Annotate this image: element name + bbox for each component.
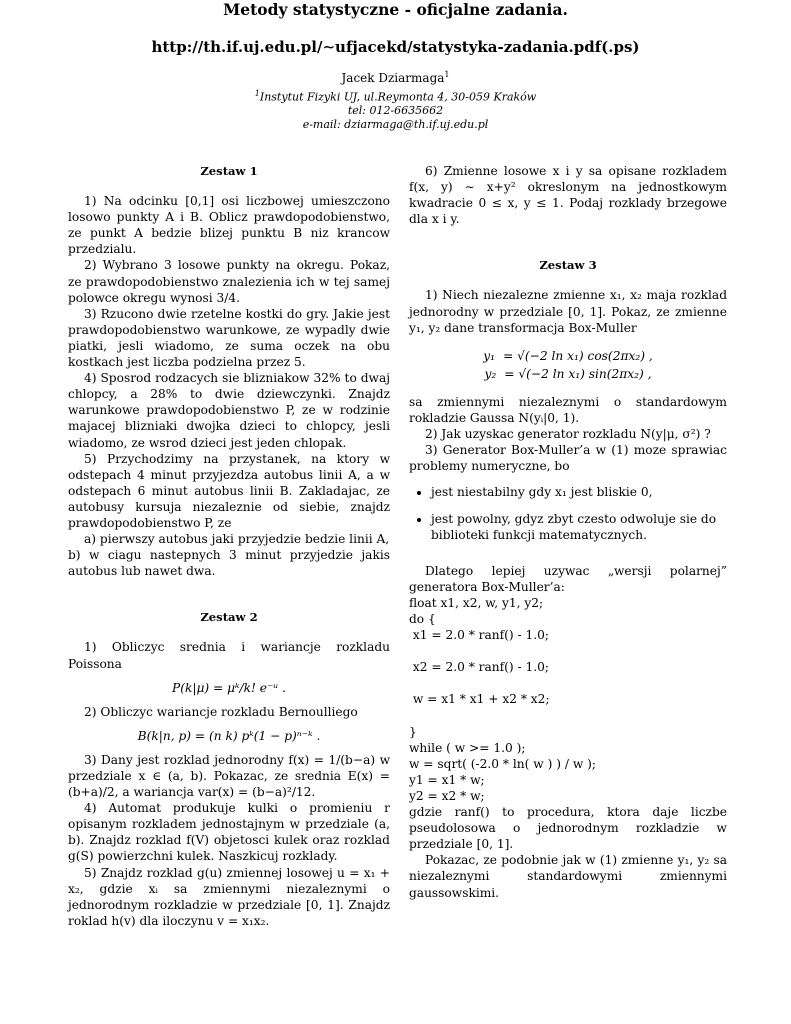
document-title: Metody statystyczne - oficjalne zadania.: [223, 0, 568, 19]
z1-problem-4: 4) Sposrod rodzacych sie blizniakow 32% to dwaj chlopcy, a 28% to dwie dziewczynki. Znajdz warunkowe prawdopodobienstwo P, ze w rodzinie majacej blizniaki dwojka dzieci to chlopcy, jesli wiadomo, ze wsrod dzieci jest jeden chlopak.: [68, 371, 390, 450]
z3-problem-2: 2) Jak uzyskac generator rozkladu N(y|μ, σ²) ?: [425, 427, 711, 442]
zestaw1-heading: Zestaw 1: [200, 164, 258, 178]
affiliation: [0, 89, 791, 104]
z1-problem-1: 1) Na odcinku [0,1] osi liczbowej umieszczono losowo punkty A i B. Oblicz prawdopodobienstwo, ze punkt A bedzie blizej punktu B niz krancow przedzialu.: [68, 194, 390, 257]
z3-problem-3: 3) Generator Box-Muller’a w (1) moze sprawiac problemy numeryczne, bo: [409, 443, 727, 474]
y1-rhs: = √(−2 ln x₁) cos(2πx₂) ,: [503, 348, 653, 363]
y2-lhs: y₂: [484, 366, 497, 381]
bullet-unstable: • jest niestabilny gdy x₁ jest bliskie 0,: [431, 484, 727, 500]
telephone: tel: 012-6635662: [347, 104, 444, 117]
email: e-mail: dziarmaga@th.if.uj.edu.pl: [302, 118, 489, 131]
z1-problem-3: 3) Rzucono dwie rzetelne kostki do gry. Jakie jest prawdopodobienstwo warunkowe, ze wypadly dwie piatki, jesli wiadomo, ze suma oczek na obu kostkach jest liczba podzielna przez 5.: [68, 306, 390, 370]
y2-rhs: = √(−2 ln x₁) sin(2πx₂) ,: [504, 366, 652, 381]
z3-problem-final: Pokazac, ze podobnie jak w (1) zmienne y₁, y₂ sa niezaleznymi standardowymi zmiennymi gaussowskimi.: [409, 853, 727, 900]
z2-problem-4: 4) Automat produkuje kulki o promieniu r opisanym rozkladem jednostajnym w przedziale (a, b). Znajdz rozklad f(V) objetosci kulek oraz rozklad g(S) powierzchni kulek. Naszkicuj rozklady.: [68, 801, 390, 864]
zestaw2-heading: Zestaw 2: [200, 610, 258, 625]
bernoulli-equation: B(k|n, p) = (n k) pᵏ(1 − p)ⁿ⁻ᵏ .: [137, 728, 321, 743]
z1-problem-2: 2) Wybrano 3 losowe punkty na okregu. Pokaz, ze prawdopodobienstwo znalezienia ich w tej samej polowce okregu wynosi 3/4.: [68, 258, 390, 305]
z1-problem-5b: b) w ciagu nastepnych 3 minut przyjedzie jakis autobus lub nawet dwa.: [68, 548, 390, 579]
author: [0, 70, 791, 85]
z1-problem-5a: a) pierwszy autobus jaki przyjedzie bedzie linii A,: [84, 532, 390, 547]
document-url: http://th.if.uj.edu.pl/∼ufjacekd/statystyka-zadania.pdf(.ps): [151, 38, 640, 56]
z2-problem-5: 5) Znajdz rozklad g(u) zmiennej losowej u = x₁ + x₂, gdzie xᵢ sa zmiennymi niezaleznymi o jednorodnym rozkladzie w przedziale [0, 1]. Znajdz roklad h(v) dla iloczynu v = x₁x₂.: [68, 865, 390, 928]
z3-polar-intro: Dlatego lepiej uzywac „wersji polarnej” generatora Box-Muller’a:: [409, 563, 727, 594]
z2-problem-2: 2) Obliczyc wariancje rozkladu Bernoulliego: [84, 704, 358, 719]
bullet-slow: • jest powolny, gdyz zbyt czesto odwoluje sie do biblioteki funkcji matematycznych.: [431, 511, 727, 543]
author-affiliation-mark: 1: [444, 70, 450, 79]
polar-code-listing: float x1, x2, w, y1, y2; do { x1 = 2.0 * ranf() - 1.0; x2 = 2.0 * ranf() - 1.0; w = x1 * x1 + x2 * x2; } while ( w >= 1.0 ); w = sqrt( (-2.0 * ln( w ) ) / w ); y1 = x1 * w; y2 = x2 * w;: [409, 595, 596, 803]
box-muller-y1: [409, 348, 727, 364]
z1-problem-5: 5) Przychodzimy na przystanek, na ktory w odstepach 4 minut przyjezdza autobus linii A, a w odstepach 6 minut autobus linii B. Zakladajac, ze autobusy kursuja niezaleznie od siebie, znajdz prawdopodobienstwo P, ze: [68, 451, 390, 530]
box-muller-y2: [409, 366, 727, 382]
poisson-equation: P(k|μ) = μᵏ/k! e⁻ᵘ .: [172, 680, 286, 695]
z3-problem-1-conclusion: sa zmiennymi niezaleznymi o standardowym rokladzie Gaussa N(yᵢ|0, 1).: [409, 394, 727, 426]
affiliation-mark: 1: [254, 89, 260, 98]
z3-problem-1: 1) Niech niezalezne zmienne x₁, x₂ maja rozklad jednorodny w przedziale [0, 1]. Pokaz, ze zmienne y₁, y₂ dane transformacja Box-Muller: [409, 288, 727, 335]
problem-list: [409, 484, 727, 542]
affiliation-text: Instytut Fizyki UJ, ul.Reymonta 4, 30-059 Kraków: [259, 90, 537, 104]
right-column: [409, 163, 727, 901]
zestaw3-heading: Zestaw 3: [539, 258, 597, 273]
z2-problem-3: 3) Dany jest rozklad jednorodny f(x) = 1/(b−a) w przedziale x ∈ (a, b). Pokazac, ze srednia E(x) = (b+a)/2, a wariancja var(x) = (b−a)²/12.: [68, 752, 390, 800]
z2-problem-1: 1) Obliczyc srednia i wariancje rozkladu Poissona: [68, 640, 390, 671]
z1-problem-6: 6) Zmienne losowe x i y sa opisane rozkladem f(x, y) ∼ x+y² okreslonym na jednostkowym kwadracie 0 ≤ x, y ≤ 1. Podaj rozklady brzegowe dla x i y.: [409, 164, 727, 227]
z3-ranf-note: gdzie ranf() to procedura, ktora daje liczbe pseudolosowa o jednorodnym rozkladzie w przedziale [0, 1].: [409, 805, 727, 852]
y1-lhs: y₁: [483, 348, 496, 363]
left-column: [68, 163, 390, 929]
author-name: Jacek Dziarmaga: [341, 71, 445, 85]
